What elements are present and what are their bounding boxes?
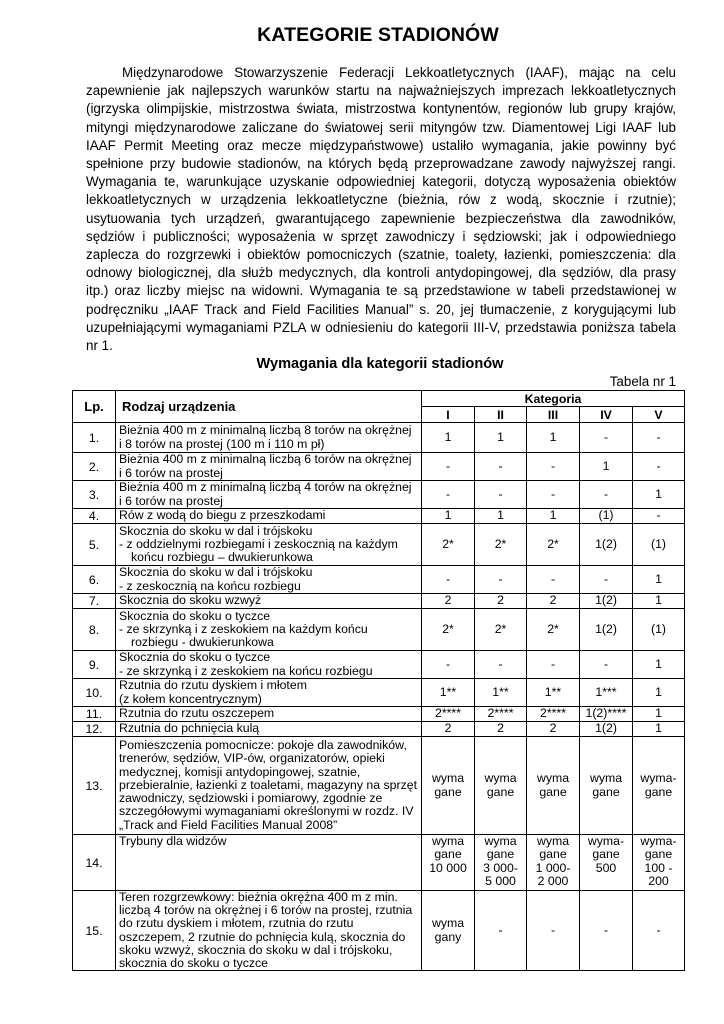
description-line: trenerów, sędziów, VIP-ów, organizatorów, opieki xyxy=(119,751,385,766)
category-I-value: - xyxy=(422,566,475,594)
value-line: wyma xyxy=(589,771,623,786)
device-description xyxy=(116,594,422,609)
description-line: końcu rozbiegu – dwukierunkowa xyxy=(131,550,313,565)
category-IV-value: 1*** xyxy=(580,679,633,707)
category-I-value: 1** xyxy=(422,679,475,707)
category-V-value: 1 xyxy=(633,722,685,737)
category-V-value: (1) xyxy=(633,524,685,566)
description-line: liczbą 4 torów na okrężnej i 6 torów na prostej, rzutnia xyxy=(119,903,413,918)
description-line: - ze skrzynką i z zeskokiem na końcu rozbiegu xyxy=(119,663,373,678)
table-row xyxy=(73,835,685,891)
value-line: gane xyxy=(539,784,567,799)
value-line: 2 000 xyxy=(537,874,569,889)
device-description xyxy=(116,651,422,679)
category-III-value xyxy=(527,835,580,891)
category-III-value: 2 xyxy=(527,594,580,609)
category-III-value: - xyxy=(527,453,580,481)
description-line: i 6 torów na prostej xyxy=(119,465,223,480)
value-line: 10 000 xyxy=(429,860,467,875)
category-I-value: - xyxy=(422,481,475,509)
table-row xyxy=(73,651,685,679)
paragraph-line: nr 1. xyxy=(86,338,113,354)
value-line: wyma- xyxy=(587,834,625,848)
category-II-value: 2* xyxy=(475,524,527,566)
description-line: do rzutu dyskiem i młotem, rzutnia do rzutu xyxy=(119,916,354,931)
description-line: Bieżnia 400 m z minimalną liczbą 8 torów na okrężnej xyxy=(119,423,412,438)
paragraph-line: sędziów i publiczności; wyposażenia w sprzęt zawodniczy i sędziowski; jak i odpowiedniego xyxy=(86,228,676,244)
table-row xyxy=(73,524,685,566)
description-line: - z zeskocznią na końcu rozbiegu xyxy=(119,578,301,593)
table-row xyxy=(73,707,685,722)
category-IV-value: - xyxy=(580,651,633,679)
category-IV-value: - xyxy=(580,481,633,509)
table-row xyxy=(73,481,685,509)
value-line: gane xyxy=(486,784,515,799)
category-II-value: - xyxy=(475,566,527,594)
description-line: rozbiegu - dwukierunkowa xyxy=(131,635,274,650)
category-III-value: - xyxy=(527,566,580,594)
category-I-value xyxy=(422,835,475,891)
category-IV-value: 1 xyxy=(580,453,633,481)
category-IV-value: - xyxy=(580,423,633,453)
description-line: Rzutnia do rzutu dyskiem i młotem xyxy=(119,678,307,693)
value-line: wyma xyxy=(536,771,570,786)
description-line: skocznia do skoku o tyczce xyxy=(119,956,268,971)
value-line: gane xyxy=(592,784,620,799)
category-V-value: (1) xyxy=(633,609,685,651)
paragraph-line: odnowy biologicznej, dla służb medycznych, dla kontroli antydopingowej, dla sędziów, dla prasy xyxy=(86,265,676,281)
description-line: Bieżnia 400 m z minimalną liczbą 6 torów na okrężnej xyxy=(119,452,412,467)
description-line: szczegółowymi wymaganiami określonymi w rozdz. IV xyxy=(119,804,414,819)
value-line: wyma xyxy=(484,771,517,786)
table-row xyxy=(73,679,685,707)
value-line: gane xyxy=(434,784,462,799)
intro-paragraph xyxy=(86,64,676,355)
description-line: Rów z wodą do biegu z przeszkodami xyxy=(119,508,326,523)
category-V-value: - xyxy=(633,453,685,481)
category-I-value xyxy=(422,891,475,971)
category-II-value: 2 xyxy=(475,594,527,609)
category-III-value: 2**** xyxy=(527,707,580,722)
row-number: 2. xyxy=(73,453,116,481)
description-line: - ze skrzynką i z zeskokiem na każdym końcu xyxy=(119,621,368,636)
category-II-value xyxy=(475,891,527,971)
row-number: 14. xyxy=(73,835,116,891)
table-row xyxy=(73,891,685,971)
value-line: 200 xyxy=(648,874,669,889)
device-description xyxy=(116,524,422,566)
category-I-value: 2* xyxy=(422,524,475,566)
paragraph-line: (igrzyska olimpijskie, mistrzostwa świata, mistrzostwa kontynentów, regionów lub grupy krajów, xyxy=(86,101,676,117)
header-category: Kategoria xyxy=(422,391,685,407)
category-III-value: 2 xyxy=(527,722,580,737)
category-III-value xyxy=(527,891,580,971)
row-number: 12. xyxy=(73,722,116,737)
device-description xyxy=(116,707,422,722)
value-line: gane xyxy=(486,847,515,862)
category-IV-value xyxy=(580,737,633,835)
paragraph-line: Międzynarodowe Stowarzyszenie Federacji Lekkoatletycznych (IAAF), mając na celu xyxy=(122,65,676,80)
value-line: gany xyxy=(434,929,462,944)
description-line: Skocznia do skoku w dal i trójskoku xyxy=(119,523,313,538)
description-line: „Track and Field Facilities Manual 2008” xyxy=(119,817,338,832)
row-number: 10. xyxy=(73,679,116,707)
description-line: Trybuny dla widzów xyxy=(119,834,227,848)
device-description xyxy=(116,453,422,481)
value-line: wyma xyxy=(536,834,570,848)
category-I-value xyxy=(422,737,475,835)
category-III-value xyxy=(527,737,580,835)
description-line: Skocznia do skoku o tyczce xyxy=(119,650,271,665)
row-number: 5. xyxy=(73,524,116,566)
device-description xyxy=(116,423,422,453)
value-line: wyma xyxy=(431,916,465,931)
category-IV-value: 1(2) xyxy=(580,524,633,566)
category-II-value: - xyxy=(475,651,527,679)
page-title: KATEGORIE STADIONÓW xyxy=(257,24,499,46)
row-number: 6. xyxy=(73,566,116,594)
value-line: wyma xyxy=(431,834,465,848)
description-line: skoku wzwyż, skocznia do skoku w dal i trójskoku, xyxy=(119,942,393,957)
description-line: Skocznia do skoku wzwyż xyxy=(119,593,262,608)
description-line: i 6 torów na prostej xyxy=(119,493,223,508)
table-row xyxy=(73,509,685,524)
category-IV-value: 1(2) xyxy=(580,722,633,737)
description-line: oszczepem, 2 rzutnie do pchnięcia kulą, skocznia do xyxy=(119,929,406,944)
paragraph-line: zaplecza do rozgrzewki i obiektów pomocniczych (szatnie, toalety, łazienki, pomieszczenia: dla xyxy=(86,247,676,263)
header-category-V: V xyxy=(633,407,685,423)
value-line: gane xyxy=(592,847,620,862)
paragraph-line: zapewnienie jak najlepszych warunków startu na najważniejszych imprezach lekkoatletycznych xyxy=(86,83,676,99)
category-III-value: 1** xyxy=(527,679,580,707)
category-I-value: 1 xyxy=(422,509,475,524)
value-line: 1 000- xyxy=(535,860,571,875)
description-line: Bieżnia 400 m z minimalną liczbą 4 torów na okrężnej xyxy=(119,480,412,495)
row-number: 11. xyxy=(73,707,116,722)
device-description xyxy=(116,566,422,594)
category-V-value: 1 xyxy=(633,566,685,594)
row-number: 1. xyxy=(73,423,116,453)
category-IV-value xyxy=(580,891,633,971)
description-line: medycznej, komisji antydopingowej, szatnie, xyxy=(119,764,361,779)
table-title: Wymagania dla kategorii stadionów xyxy=(256,356,504,372)
category-I-value: 2 xyxy=(422,722,475,737)
value-line: gane xyxy=(434,847,462,862)
table-row xyxy=(73,566,685,594)
description-line: przebieralnie, łazienki z toaletami, magazyny na sprzęt xyxy=(119,777,418,792)
value-line: gane xyxy=(644,784,673,799)
category-II-value: 2* xyxy=(475,609,527,651)
category-V-value: 1 xyxy=(633,594,685,609)
device-description xyxy=(116,835,422,891)
paragraph-line: Wymagania te, warunkujące uzyskanie odpowiedniej kategorii, dotyczą wyposażenia obiektów xyxy=(86,174,676,190)
device-description xyxy=(116,481,422,509)
row-number: 13. xyxy=(73,737,116,835)
category-V-value: - xyxy=(633,423,685,453)
category-V-value xyxy=(633,737,685,835)
category-I-value: 2 xyxy=(422,594,475,609)
table-row xyxy=(73,722,685,737)
table-row xyxy=(73,609,685,651)
description-line: zawodniczy, sędziowski i pomiarowy, zgodnie ze xyxy=(119,791,383,806)
category-I-value: - xyxy=(422,651,475,679)
device-description xyxy=(116,737,422,835)
value-line: - xyxy=(498,922,503,937)
category-V-value: 1 xyxy=(633,679,685,707)
category-V-value xyxy=(633,891,685,971)
category-II-value: 2**** xyxy=(475,707,527,722)
description-line: Pomieszczenia pomocnicze: pokoje dla zawodników, xyxy=(119,738,407,753)
category-IV-value xyxy=(580,835,633,891)
paragraph-line: mityngi międzynarodowe zaliczane do światowej serii mityngów tzw. Diamentowej Ligi IAAF lub xyxy=(86,119,676,135)
category-II-value xyxy=(475,737,527,835)
value-line: wyma- xyxy=(640,771,677,786)
value-line: 500 xyxy=(595,860,617,875)
row-number: 9. xyxy=(73,651,116,679)
category-I-value: - xyxy=(422,453,475,481)
table-number: Tabela nr 1 xyxy=(609,374,676,389)
value-line: gane xyxy=(644,847,673,862)
device-description xyxy=(116,679,422,707)
device-description xyxy=(116,722,422,737)
row-number: 7. xyxy=(73,594,116,609)
value-line: gane xyxy=(539,847,567,862)
description-line: Teren rozgrzewkowy: bieżnia okrężna 400 m z min. xyxy=(119,890,398,904)
category-V-value xyxy=(633,835,685,891)
category-III-value: 2* xyxy=(527,524,580,566)
category-I-value: 1 xyxy=(422,423,475,453)
value-line: wyma xyxy=(484,834,517,848)
category-II-value: - xyxy=(475,453,527,481)
category-V-value: 1 xyxy=(633,481,685,509)
description-line: Skocznia do skoku o tyczce xyxy=(119,608,271,623)
table-row xyxy=(73,453,685,481)
header-lp: Lp. xyxy=(73,391,116,423)
value-line: - xyxy=(550,922,556,937)
value-line: wyma- xyxy=(640,834,677,848)
header-device-type: Rodzaj urządzenia xyxy=(116,391,422,423)
value-line: 100 - xyxy=(644,860,673,875)
device-description xyxy=(116,609,422,651)
category-II-value: 1 xyxy=(475,423,527,453)
row-number: 3. xyxy=(73,481,116,509)
row-number: 8. xyxy=(73,609,116,651)
category-III-value: 1 xyxy=(527,509,580,524)
value-line: - xyxy=(603,922,609,937)
device-description xyxy=(116,891,422,971)
description-line: (z kołem koncentrycznym) xyxy=(119,691,262,706)
value-line: 5 000 xyxy=(485,874,516,889)
requirements-table xyxy=(72,390,685,971)
paragraph-line: podręczniku „IAAF Track and Field Facilities Manual” s. 20, jej tłumaczenie, z korygującymi lub xyxy=(86,301,676,317)
table-row xyxy=(73,737,685,835)
paragraph-line: uzupełniającymi wymaganiami PZLA w odniesieniu do kategorii III-V, przedstawia poniższa tabela xyxy=(86,319,676,335)
value-line: 3 000- xyxy=(483,860,518,875)
category-III-value: 1 xyxy=(527,423,580,453)
paragraph-line: spełnione przy budowie stadionów, na których będą przeprowadzane zawody najwyższej rangi. xyxy=(86,156,676,172)
category-I-value: 2* xyxy=(422,609,475,651)
category-III-value: - xyxy=(527,481,580,509)
category-III-value: - xyxy=(527,651,580,679)
category-III-value: 2* xyxy=(527,609,580,651)
category-II-value: - xyxy=(475,481,527,509)
value-line: - xyxy=(656,922,661,937)
paragraph-line: itp.) oraz liczby miejsc na widowni. Wymagania te są przedstawione w tabeli przedstawionej w xyxy=(86,283,676,299)
description-line: Skocznia do skoku w dal i trójskoku xyxy=(119,565,313,580)
category-V-value: - xyxy=(633,509,685,524)
paragraph-line: lekkoatletycznych w urządzenia lekkoatletyczne (bieżnia, rów z wodą, skocznie i rzutnie); xyxy=(86,192,676,208)
value-line: wyma xyxy=(431,771,465,786)
category-IV-value: 1(2)**** xyxy=(580,707,633,722)
description-line: Rzutnia do rzutu oszczepem xyxy=(119,706,275,721)
header-category-III: III xyxy=(527,407,580,423)
paragraph-line: IAAF Permit Meeting oraz mecze międzypaństwowe) ustaliło wymagania, jakie powinny być xyxy=(86,137,676,153)
category-II-value: 2 xyxy=(475,722,527,737)
header-category-IV: IV xyxy=(580,407,633,423)
category-II-value: 1 xyxy=(475,509,527,524)
category-IV-value: 1(2) xyxy=(580,609,633,651)
table-row xyxy=(73,594,685,609)
paragraph-line: usytuowania tych urządzeń, gwarantującego zapewnienie bezpieczeństwa dla zawodników, xyxy=(86,210,676,226)
category-IV-value: 1(2) xyxy=(580,594,633,609)
row-number: 15. xyxy=(73,891,116,971)
category-IV-value: - xyxy=(580,566,633,594)
header-category-I: I xyxy=(422,407,475,423)
row-number: 4. xyxy=(73,509,116,524)
header-category-II: II xyxy=(475,407,527,423)
category-I-value: 2**** xyxy=(422,707,475,722)
description-line: - z oddzielnymi rozbiegami i zeskocznią na każdym xyxy=(119,536,398,551)
table-row xyxy=(73,423,685,453)
category-V-value: 1 xyxy=(633,707,685,722)
category-II-value: 1** xyxy=(475,679,527,707)
device-description xyxy=(116,509,422,524)
category-V-value: 1 xyxy=(633,651,685,679)
category-IV-value: (1) xyxy=(580,509,633,524)
category-II-value xyxy=(475,835,527,891)
description-line: i 8 torów na prostej (100 m i 110 m pł) xyxy=(119,436,325,451)
description-line: Rzutnia do pchnięcia kulą xyxy=(119,721,260,736)
